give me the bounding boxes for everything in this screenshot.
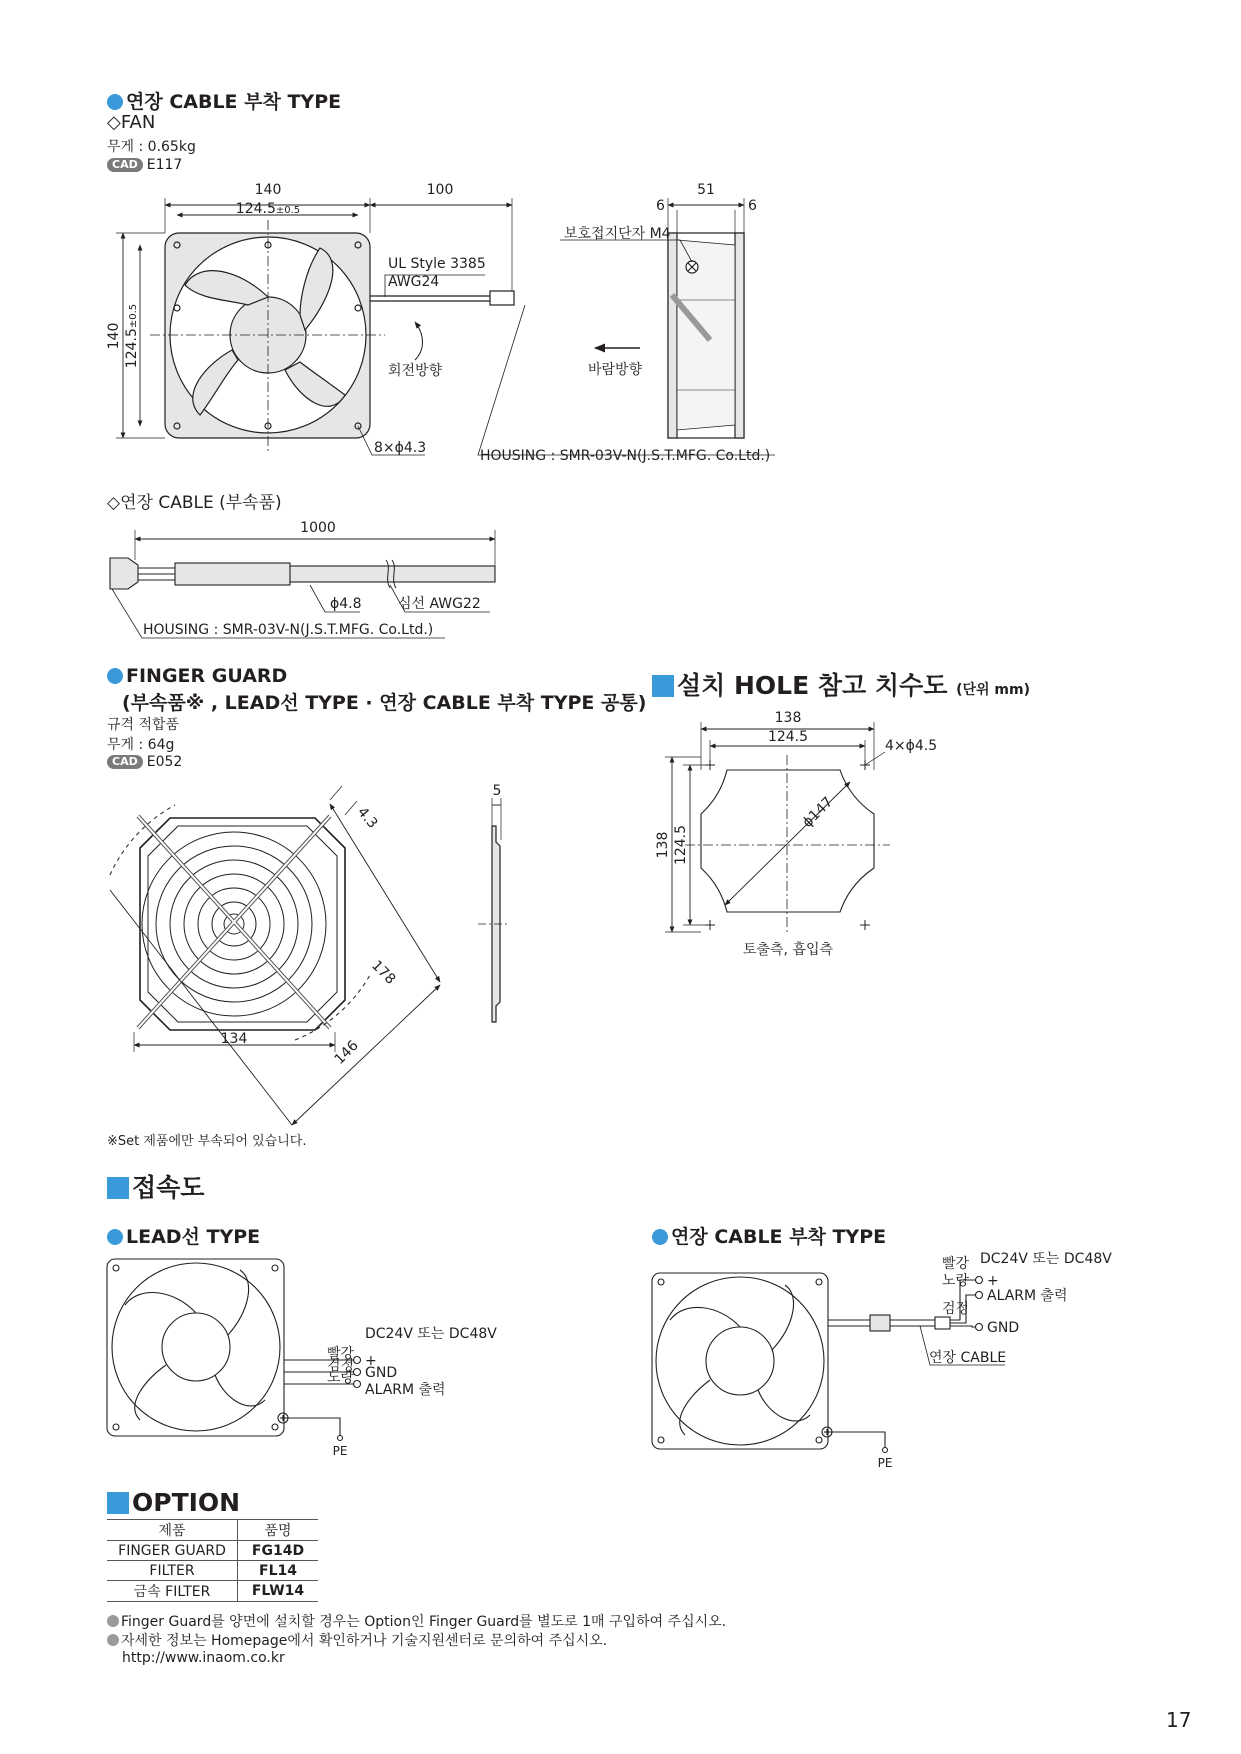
dim-140-height: 140 (106, 322, 122, 350)
homepage-link[interactable]: http://www.inaom.co.kr (122, 1650, 285, 1666)
finger-guard-side (478, 798, 510, 1022)
dim-178: 178 (368, 957, 399, 988)
dim-51: 51 (697, 182, 715, 198)
ext-pe: PE (877, 1456, 893, 1470)
option-note-2: 자세한 정보는 Homepage에서 확인하거나 기술지원센터로 문의하여 주십시오. (107, 1630, 607, 1650)
label-cable-housing: HOUSING : SMR-03V-N(J.S.T.MFG. Co.Ltd.) (143, 622, 434, 638)
label-mount-holes: 8×ϕ4.3 (374, 440, 427, 456)
ext-wire-red: 빨강 (942, 1256, 970, 1272)
dim-146: 146 (331, 1037, 362, 1068)
cad-badge: CAD (107, 755, 143, 769)
square-bullet-icon (107, 1177, 129, 1199)
square-bullet-icon (107, 1492, 129, 1514)
label-awg24: AWG24 (388, 274, 440, 290)
bullet-dot-icon (652, 1229, 668, 1245)
finger-guard-spec: 규격 적합품 (107, 717, 180, 733)
label-core-awg22: 심선 AWG22 (398, 596, 481, 612)
bullet-dot-icon (107, 1229, 123, 1245)
bullet-dot-icon (107, 668, 123, 684)
option-note-1: Finger Guard를 양면에 설치할 경우는 Option인 Finger Guard를 별도로 1매 구입하여 주십시오. (107, 1611, 726, 1631)
section-title-finger-guard: FINGER GUARD (107, 665, 287, 687)
subsection-ext-cable-type: 연장 CABLE 부착 TYPE (652, 1222, 886, 1249)
lead-plus: + (365, 1353, 377, 1369)
finger-guard-cad: CAD E052 (107, 754, 182, 770)
table-row (107, 1541, 318, 1561)
dim-134: 134 (220, 1031, 248, 1047)
dim-124-5-height: 124.5±0.5 (124, 303, 140, 369)
section-title-mounting-hole: 설치 HOLE 참고 치수도 (단위 mm) (652, 666, 1030, 702)
bullet-dot-icon (107, 1634, 119, 1646)
ext-plus: + (987, 1273, 999, 1289)
finger-guard-footnote: ※Set 제품에만 부속되어 있습니다. (107, 1134, 307, 1149)
lead-pe: PE (332, 1444, 348, 1458)
mounting-hole-drawing (665, 722, 890, 935)
dim-100: 100 (426, 182, 454, 198)
subsection-lead-type: LEAD선 TYPE (107, 1222, 260, 1249)
dim-124-5-height: 124.5 (673, 824, 689, 866)
dim-138-height: 138 (655, 831, 671, 859)
table-header-cell: 제품 (107, 1520, 238, 1541)
label-ul-style: UL Style 3385 (388, 256, 486, 272)
dim-140-width: 140 (254, 182, 282, 198)
table-row (107, 1561, 318, 1581)
label-housing: HOUSING : SMR-03V-N(J.S.T.MFG. Co.Ltd.) (480, 448, 771, 464)
finger-guard-front (110, 786, 440, 1125)
ext-cable-label: ◇연장 CABLE (부속품) (107, 493, 282, 513)
section-title-option: OPTION (107, 1488, 240, 1517)
square-bullet-icon (652, 675, 674, 697)
lead-gnd: GND (365, 1365, 398, 1381)
ext-wire-yellow: 노랑 (942, 1273, 970, 1289)
page-number: 17 (1166, 1708, 1192, 1732)
section-title-connection: 접속도 (107, 1168, 204, 1204)
dim-4-3: 4.3 (353, 804, 381, 832)
label-earth-terminal: 보호접지단자 M4 (564, 226, 671, 242)
label-dia-147: ϕ147 (799, 794, 837, 831)
dim-124-5-width: 124.5±0.5 (235, 201, 301, 217)
table-cell-product: FINGER GUARD (107, 1541, 238, 1561)
finger-guard-subtitle: (부속품※ , LEAD선 TYPE · 연장 CABLE 부착 TYPE 공통) (122, 692, 647, 714)
table-cell-model: FLW14 (238, 1581, 319, 1602)
fan-weight: 무게 : 0.65kg (107, 139, 196, 155)
lead-wire-yellow: 노랑 (327, 1370, 355, 1386)
fan-label: ◇FAN (107, 112, 156, 133)
table-cell-model: FL14 (238, 1561, 319, 1581)
lead-wire-red: 빨강 (327, 1346, 355, 1362)
wiring-lead-fan (107, 1259, 361, 1441)
table-header-cell: 품명 (238, 1520, 319, 1541)
cad-badge: CAD (107, 158, 143, 172)
dim-6-right: 6 (748, 198, 757, 214)
lead-alarm: ALARM 출력 (365, 1382, 446, 1398)
section-title-extension-cable: 연장 CABLE 부착 TYPE (107, 87, 341, 114)
ext-cable-label: 연장 CABLE (929, 1350, 1007, 1366)
option-table (107, 1519, 318, 1602)
ext-gnd: GND (987, 1320, 1020, 1336)
table-cell-product: 금속 FILTER (107, 1581, 238, 1602)
finger-guard-weight: 무게 : 64g (107, 737, 175, 753)
table-header-row (107, 1520, 318, 1541)
fan-cad: CAD E117 (107, 157, 182, 173)
dim-124-5-width: 124.5 (767, 729, 809, 745)
label-cable-diameter: ϕ4.8 (330, 596, 362, 612)
dim-5: 5 (492, 783, 502, 799)
label-airflow: 바람방향 (588, 362, 643, 378)
label-hole-4x: 4×ϕ4.5 (885, 738, 938, 754)
table-cell-product: FILTER (107, 1561, 238, 1581)
hole-caption: 토출측, 흡입측 (742, 942, 834, 958)
table-cell-model: FG14D (238, 1541, 319, 1561)
lead-voltage: DC24V 또는 DC48V (365, 1326, 497, 1342)
dim-1000: 1000 (300, 520, 336, 536)
bullet-dot-icon (107, 1615, 119, 1627)
dim-138-width: 138 (774, 710, 802, 726)
table-row (107, 1581, 318, 1602)
lead-wire-black: 검정 (327, 1358, 355, 1374)
dim-6-left: 6 (656, 198, 665, 214)
ext-voltage: DC24V 또는 DC48V (980, 1251, 1112, 1267)
label-rotation: 회전방향 (388, 363, 443, 379)
ext-alarm: ALARM 출력 (987, 1288, 1068, 1304)
ext-wire-black: 검정 (942, 1301, 970, 1317)
